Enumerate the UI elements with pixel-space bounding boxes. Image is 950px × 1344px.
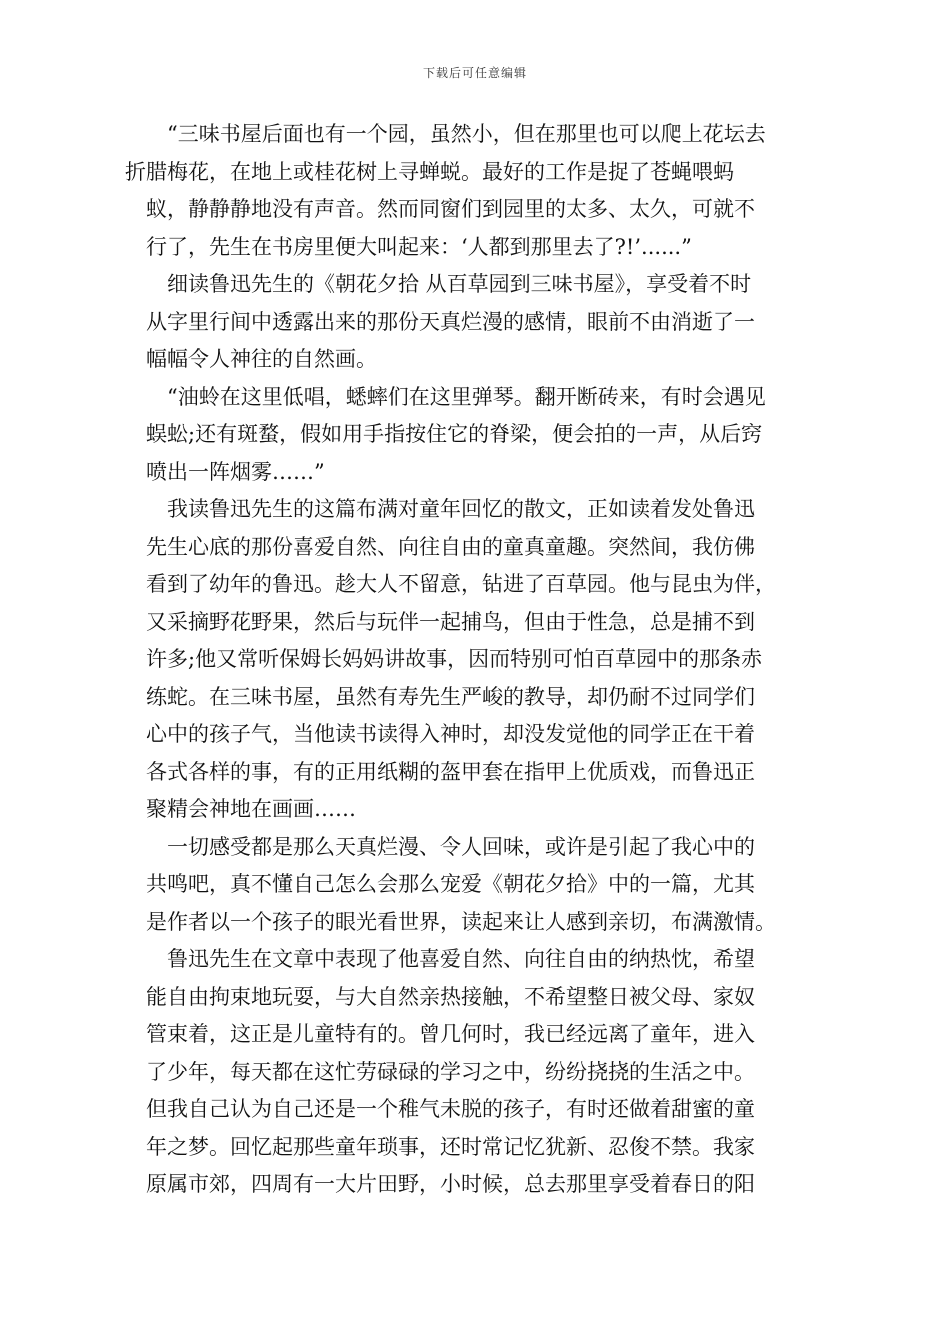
text-line: “油蛉在这里低唱，蟋蟀们在这里弹琴。翻开断砖来，有时会遇见 (167, 384, 766, 409)
text-line: 我读鲁迅先生的这篇布满对童年回忆的散文，正如读着发处鲁迅 (167, 497, 755, 521)
text-line: 各式各样的事，有的正用纸糊的盔甲套在指甲上优质戏，而鲁迅正 (146, 759, 755, 784)
text-line: 了少年，每天都在这忙劳碌碌的学习之中，纷纷挠挠的生活之中。 (146, 1059, 755, 1084)
text-line: “三味书屋后面也有一个园，虽然小，但在那里也可以爬上花坛去 (167, 122, 766, 146)
text-line: 从字里行间中透露出来的那份天真烂漫的感情，眼前不由消逝了一 (146, 309, 755, 334)
page-header: 下载后可任意编辑 (422, 66, 527, 80)
text-line: 蚁，静静静地没有声音。然而同窗们到园里的太多、太久，可就不 (146, 197, 755, 221)
text-line: 一切感受都是那么天真烂漫、令人回味，或许是引起了我心中的 (167, 834, 755, 859)
text-line: 原属市郊，四周有一大片田野，小时候，总去那里享受着春日的阳 (146, 1172, 755, 1196)
text-line: 幅幅令人神往的自然画。 (146, 347, 377, 371)
text-line: 心中的孩子气，当他读书读得入神时，却没发觉他的同学正在干着 (146, 722, 755, 746)
paragraph-3 (146, 379, 814, 492)
document-body (125, 116, 814, 1204)
text-line: 是作者以一个孩子的眼光看世界，读起来让人感到亲切，布满激情。 (146, 909, 776, 934)
text-line: 蜈蚣;还有斑蝥，假如用手指按住它的脊梁，便会拍的一声，从后窍 (146, 422, 763, 446)
paragraph-2 (146, 266, 814, 379)
text-line: 细读鲁迅先生的《朝花夕拾 从百草园到三味书屋》，享受着不时 (167, 272, 752, 296)
text-line: 行了，先生在书房里便大叫起来：‘人都到那里去了?!’......” (146, 234, 692, 259)
text-line: 管束着，这正是儿童特有的。曾几何时，我已经远离了童年，进入 (146, 1022, 755, 1046)
paragraph-1 (125, 116, 814, 266)
text-line: 鲁迅先生在文章中表现了他喜爱自然、向往自由的纳热忱，希望 (167, 947, 755, 971)
text-line: 许多;他又常听保姆长妈妈讲故事，因而特别可怕百草园中的那条赤 (146, 647, 763, 671)
paragraph-5 (146, 829, 814, 942)
text-line: 喷出一阵烟雾……” (146, 459, 325, 484)
text-line: 聚精会神地在画画…… (146, 797, 356, 821)
text-line: 能自由拘束地玩耍，与大自然亲热接触，不希望整日被父母、家奴 (146, 984, 755, 1009)
text-line: 先生心底的那份喜爱自然、向往自由的童真童趣。突然间，我仿佛 (146, 534, 755, 559)
paragraph-4 (146, 491, 814, 829)
text-line: 共鸣吧，真不懂自己怎么会那么宠爱《朝花夕拾》中的一篇，尤其 (146, 872, 755, 896)
text-line: 练蛇。在三味书屋，虽然有寿先生严峻的教导，却仍耐不过同学们 (146, 684, 755, 709)
text-line: 但我自己认为自己还是一个稚气未脱的孩子，有时还做着甜蜜的童 (146, 1097, 755, 1121)
text-line: 折腊梅花，在地上或桂花树上寻蝉蜕。最好的工作是捉了苍蝇喂蚂 (125, 159, 734, 184)
text-line: 又采摘野花野果，然后与玩伴一起捕鸟，但由于性急，总是捕不到 (146, 609, 755, 634)
paragraph-6 (146, 941, 814, 1204)
text-line: 看到了幼年的鲁迅。趁大人不留意，钻进了百草园。他与昆虫为伴， (146, 572, 776, 596)
text-line: 年之梦。回忆起那些童年琐事，还时常记忆犹新、忍俊不禁。我家 (146, 1134, 755, 1159)
